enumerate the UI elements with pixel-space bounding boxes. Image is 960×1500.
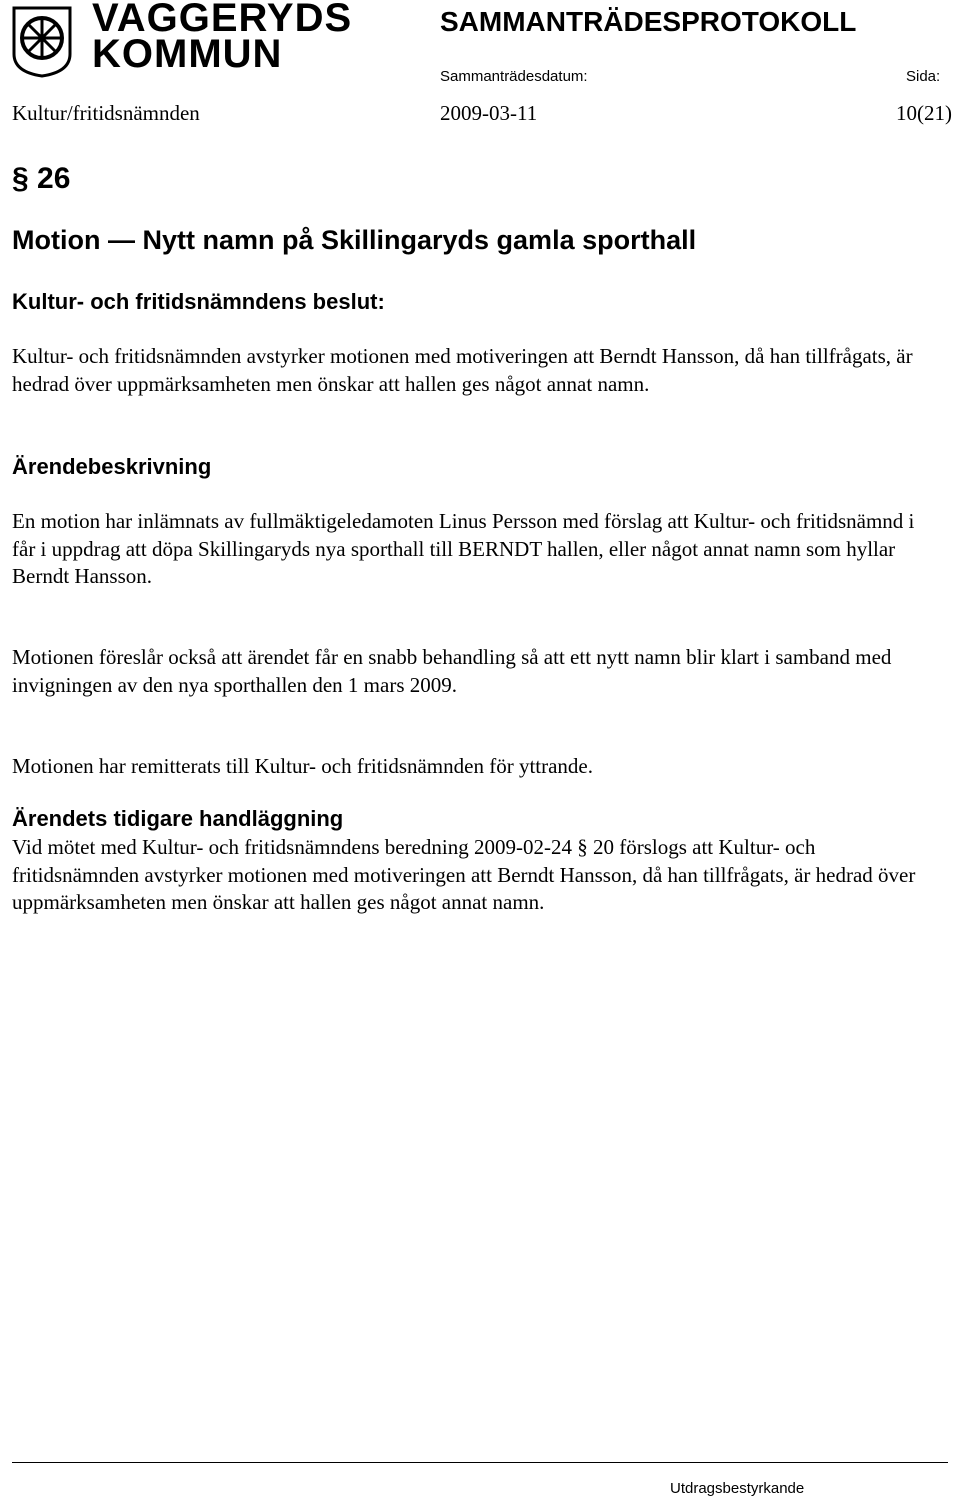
document-type-title: SAMMANTRÄDESPROTOKOLL: [440, 6, 857, 37]
section-number: [12, 162, 70, 196]
logo-line-2: KOMMUN: [92, 32, 283, 76]
prior-handling-text: Vid mötet med Kultur- och fritidsnämndens beredning 2009-02-24 § 20 förslogs att Kultur- och fritidsnämnden avstyrker motionen med motiveringen att Berndt Hansson, då han tillfrågats, är hedrad över uppmärksamheten men önskar att hallen ges något annat namn.: [12, 835, 916, 914]
description-paragraph-3: Motionen har remitterats till Kultur- och fritidsnämnden för yttrande.: [12, 754, 594, 778]
description-heading: Ärendebeskrivning: [12, 454, 212, 479]
decision-heading: Kultur- och fritidsnämndens beslut:: [12, 289, 385, 314]
meeting-date-label: Sammanträdesdatum:: [440, 68, 588, 85]
paragraph-sign: §: [12, 162, 29, 195]
decision-text: Kultur- och fritidsnämnden avstyrker motionen med motiveringen att Berndt Hansson, då han tillfrågats, är hedrad över uppmärksamheten men önskar att hallen ges något annat namn.: [12, 344, 913, 396]
section-number-value: 26: [37, 162, 71, 195]
page-number: 10(21): [896, 101, 952, 125]
prior-handling-heading: Ärendets tidigare handläggning: [12, 806, 344, 831]
page-label: Sida:: [906, 68, 941, 85]
footer-divider: [12, 1462, 948, 1463]
municipality-logo-text: [92, 0, 353, 76]
committee-name: Kultur/fritidsnämnden: [12, 101, 200, 125]
motion-title: Motion — Nytt namn på Skillingaryds gamla sporthall: [12, 225, 697, 255]
meeting-date: 2009-03-11: [440, 101, 538, 125]
description-paragraph-2: Motionen föreslår också att ärendet får en snabb behandling så att ett nytt namn blir klart i samband med invigningen av den nya sporthallen den 1 mars 2009.: [12, 645, 892, 697]
certification-label: Utdragsbestyrkande: [670, 1480, 805, 1497]
description-paragraph-1: En motion har inlämnats av fullmäktigeledamoten Linus Persson med förslag att Kultur- och fritidsnämnd i får i uppdrag att döpa Skillingaryds nya sporthall till BERNDT hallen, eller något annat namn som hyllar Berndt Hansson.: [12, 509, 915, 588]
wheel-emblem-icon: [12, 6, 72, 78]
logo-line-1: VAGGERYDS: [92, 0, 353, 40]
